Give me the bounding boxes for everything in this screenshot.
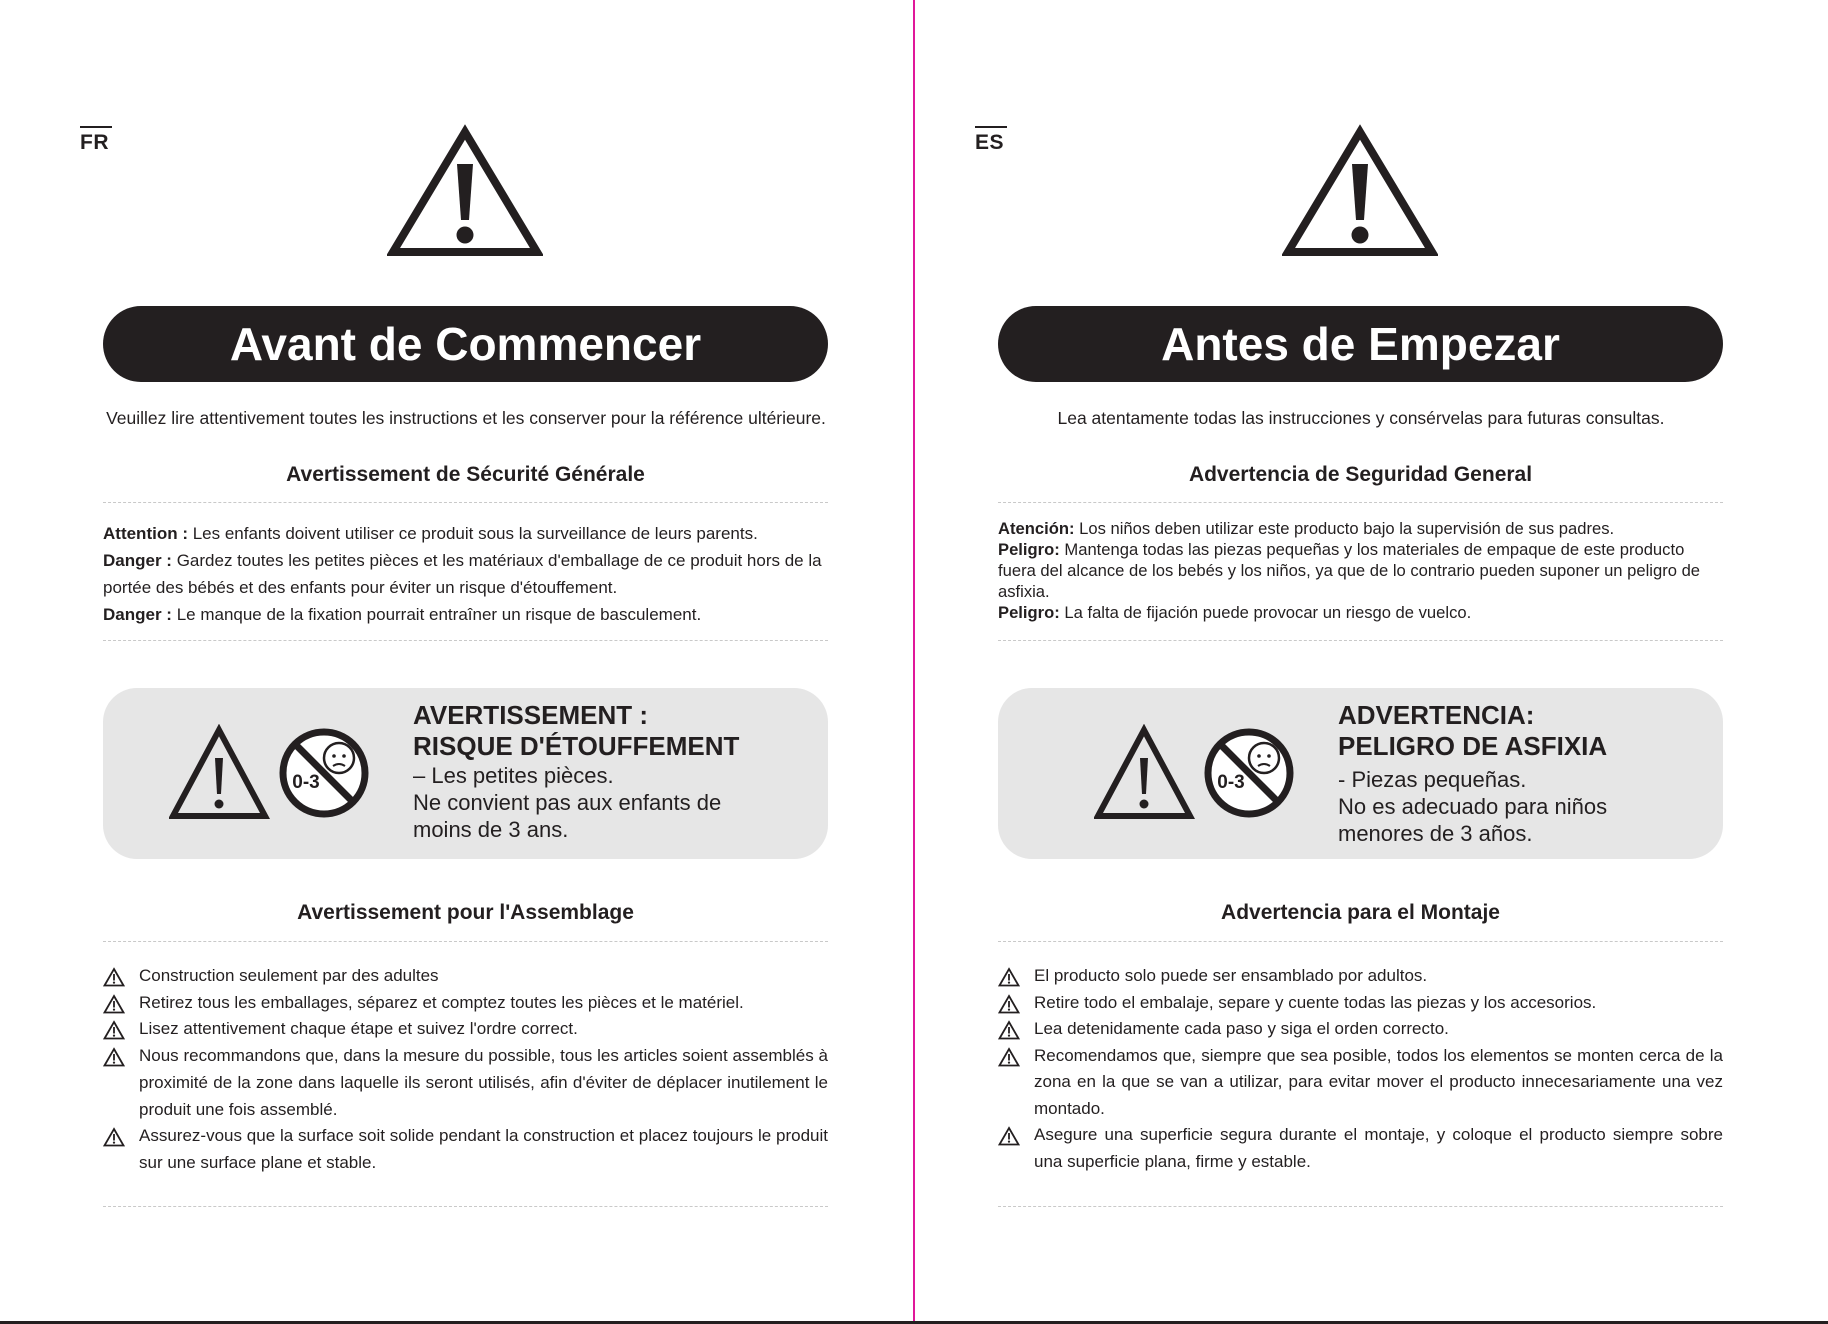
safety-warning bbox=[103, 520, 828, 547]
language-code-text: ES bbox=[975, 131, 1005, 154]
safety-text: Gardez toutes les petites pièces et les matériaux d'emballage de ce produit hors de la portée des bébés et des enfants pour éviter un risque d'étouffement. bbox=[103, 551, 822, 597]
choking-hazard-line: No es adecuado para niños bbox=[1338, 794, 1608, 819]
dashed-rule bbox=[998, 502, 1723, 503]
page-fr bbox=[0, 0, 913, 1324]
choking-hazard-panel bbox=[103, 688, 828, 859]
warning-triangle-icon bbox=[998, 1020, 1020, 1040]
warning-triangle-icon bbox=[1098, 730, 1190, 816]
language-code-bar bbox=[975, 126, 1007, 128]
assembly-text: Lea detenidamente cada paso y siga el orden correcto. bbox=[1034, 1019, 1449, 1038]
dashed-rule bbox=[998, 1206, 1723, 1207]
safety-text: Les enfants doivent utiliser ce produit sous la surveillance de leurs parents. bbox=[187, 524, 758, 543]
warning-triangle-icon bbox=[998, 994, 1020, 1014]
choking-hazard-line: Ne convient pas aux enfants de bbox=[413, 790, 722, 815]
safety-warnings bbox=[103, 520, 828, 628]
list-item bbox=[998, 1122, 1723, 1175]
assembly-text: Asegure una superficie segura durante el montaje, y coloque el producto siempre sobre una superficie plana, firme y estable. bbox=[1034, 1125, 1723, 1171]
list-item bbox=[998, 1043, 1723, 1123]
choking-hazard-panel bbox=[998, 688, 1723, 859]
no-children-under-3-icon bbox=[283, 732, 365, 814]
list-item bbox=[103, 963, 828, 990]
warning-triangle-icon bbox=[387, 124, 543, 260]
choking-hazard-line: - Piezas pequeñas. bbox=[1338, 767, 1527, 792]
age-label: 0-3 bbox=[292, 772, 320, 793]
dashed-rule bbox=[998, 640, 1723, 641]
safety-text: Le manque de la fixation pourrait entraîner un risque de basculement. bbox=[171, 605, 702, 624]
choking-hazard-icons bbox=[169, 724, 369, 824]
safety-warnings bbox=[998, 518, 1723, 623]
list-item bbox=[103, 1016, 828, 1043]
safety-label: Danger : bbox=[103, 551, 172, 570]
list-item bbox=[103, 1043, 828, 1123]
list-item bbox=[998, 963, 1723, 990]
safety-heading: Avertissement de Sécurité Générale bbox=[286, 463, 645, 486]
assembly-warnings bbox=[998, 963, 1723, 1175]
safety-warning bbox=[103, 601, 828, 628]
safety-label: Attention : bbox=[103, 524, 188, 543]
safety-label: Peligro: bbox=[998, 540, 1060, 559]
safety-warning bbox=[998, 602, 1723, 623]
safety-label: Atención: bbox=[998, 519, 1075, 538]
language-code bbox=[80, 126, 112, 153]
assembly-text: Assurez-vous que la surface soit solide pendant la construction et placez toujours le produit sur une surface plane et stable. bbox=[139, 1126, 828, 1172]
warning-triangle-icon bbox=[103, 994, 125, 1014]
dashed-rule bbox=[103, 502, 828, 503]
assembly-text: Retire todo el embalaje, separe y cuente todas las piezas y los accesorios. bbox=[1034, 992, 1597, 1012]
language-code bbox=[975, 126, 1007, 153]
choking-hazard-body bbox=[1338, 766, 1738, 847]
warning-triangle-icon bbox=[103, 967, 125, 987]
language-code-text: FR bbox=[80, 131, 109, 154]
assembly-text: Retirez tous les emballages, séparez et comptez toutes les pièces et le matériel. bbox=[139, 992, 744, 1012]
dashed-rule bbox=[103, 1206, 828, 1207]
choking-hazard-line: – Les petites pièces. bbox=[413, 763, 614, 788]
choking-hazard-line: menores de 3 años. bbox=[1338, 821, 1533, 846]
choking-hazard-line: moins de 3 ans. bbox=[413, 817, 569, 842]
safety-text: La falta de fijación puede provocar un riesgo de vuelco. bbox=[1059, 603, 1472, 622]
choking-hazard-heading: ADVERTENCIA: bbox=[1338, 700, 1535, 730]
warning-triangle-icon bbox=[998, 967, 1020, 987]
dashed-rule bbox=[103, 941, 828, 942]
warning-triangle-icon bbox=[103, 1047, 125, 1067]
assembly-heading: Avertissement pour l'Assemblage bbox=[297, 901, 634, 924]
page-title: Antes de Empezar bbox=[998, 306, 1723, 382]
safety-label: Danger : bbox=[103, 605, 172, 624]
choking-hazard-text bbox=[413, 700, 813, 843]
safety-text: Mantenga todas las piezas pequeñas y los materiales de empaque de este producto fuera del alcance de los bebés y los niños, ya que de lo contrario pueden suponer un peligro de asfixia. bbox=[998, 540, 1701, 601]
list-item bbox=[103, 1123, 828, 1176]
assembly-heading: Advertencia para el Montaje bbox=[1221, 901, 1500, 924]
warning-triangle-icon bbox=[103, 1020, 125, 1040]
page-es bbox=[915, 0, 1828, 1324]
choking-hazard-heading: AVERTISSEMENT : bbox=[413, 700, 648, 730]
assembly-text: Recomendamos que, siempre que sea posible, todos los elementos se monten cerca de la zona en la que se van a utilizar, para evitar mover el producto innecesariamente una vez montado. bbox=[1034, 1045, 1723, 1118]
safety-label: Peligro: bbox=[998, 603, 1060, 622]
choking-hazard-icons bbox=[1094, 724, 1294, 824]
assembly-text: Nous recommandons que, dans la mesure du possible, tous les articles soient assemblés à proximité de la zone dans laquelle ils seront utilisés, afin d'éviter de déplacer inutilement le produit une fois assemblé. bbox=[139, 1046, 828, 1119]
language-code-bar bbox=[80, 126, 112, 128]
warning-triangle-icon bbox=[1282, 124, 1438, 260]
assembly-text: El producto solo puede ser ensamblado por adultos. bbox=[1034, 966, 1428, 985]
intro-text: Veuillez lire attentivement toutes les instructions et les conserver pour la référence ultérieure. bbox=[106, 408, 826, 428]
safety-warning bbox=[998, 518, 1723, 539]
warning-triangle-icon bbox=[998, 1126, 1020, 1146]
assembly-text: Construction seulement par des adultes bbox=[139, 966, 439, 985]
intro-text: Lea atentamente todas las instrucciones y consérvelas para futuras consultas. bbox=[1057, 408, 1665, 428]
dashed-rule bbox=[103, 640, 828, 641]
safety-text: Los niños deben utilizar este producto bajo la supervisión de sus padres. bbox=[1074, 519, 1615, 538]
no-children-under-3-icon bbox=[1208, 732, 1290, 814]
list-item bbox=[103, 990, 828, 1017]
choking-hazard-heading: PELIGRO DE ASFIXIA bbox=[1338, 731, 1608, 761]
assembly-text: Lisez attentivement chaque étape et suivez l'ordre correct. bbox=[139, 1019, 578, 1039]
choking-hazard-body bbox=[413, 762, 813, 843]
assembly-warnings bbox=[103, 963, 828, 1177]
warning-triangle-icon bbox=[998, 1047, 1020, 1067]
warning-triangle-icon bbox=[103, 1127, 125, 1147]
choking-hazard-text bbox=[1338, 700, 1738, 847]
list-item bbox=[998, 990, 1723, 1017]
safety-heading: Advertencia de Seguridad General bbox=[1188, 463, 1533, 486]
age-label: 0-3 bbox=[1217, 772, 1245, 793]
choking-hazard-heading: RISQUE D'ÉTOUFFEMENT bbox=[413, 731, 740, 761]
safety-warning bbox=[998, 539, 1723, 602]
dashed-rule bbox=[998, 941, 1723, 942]
warning-triangle-icon bbox=[173, 730, 265, 816]
list-item bbox=[998, 1016, 1723, 1043]
page-title: Avant de Commencer bbox=[103, 306, 828, 382]
safety-warning bbox=[103, 547, 828, 601]
